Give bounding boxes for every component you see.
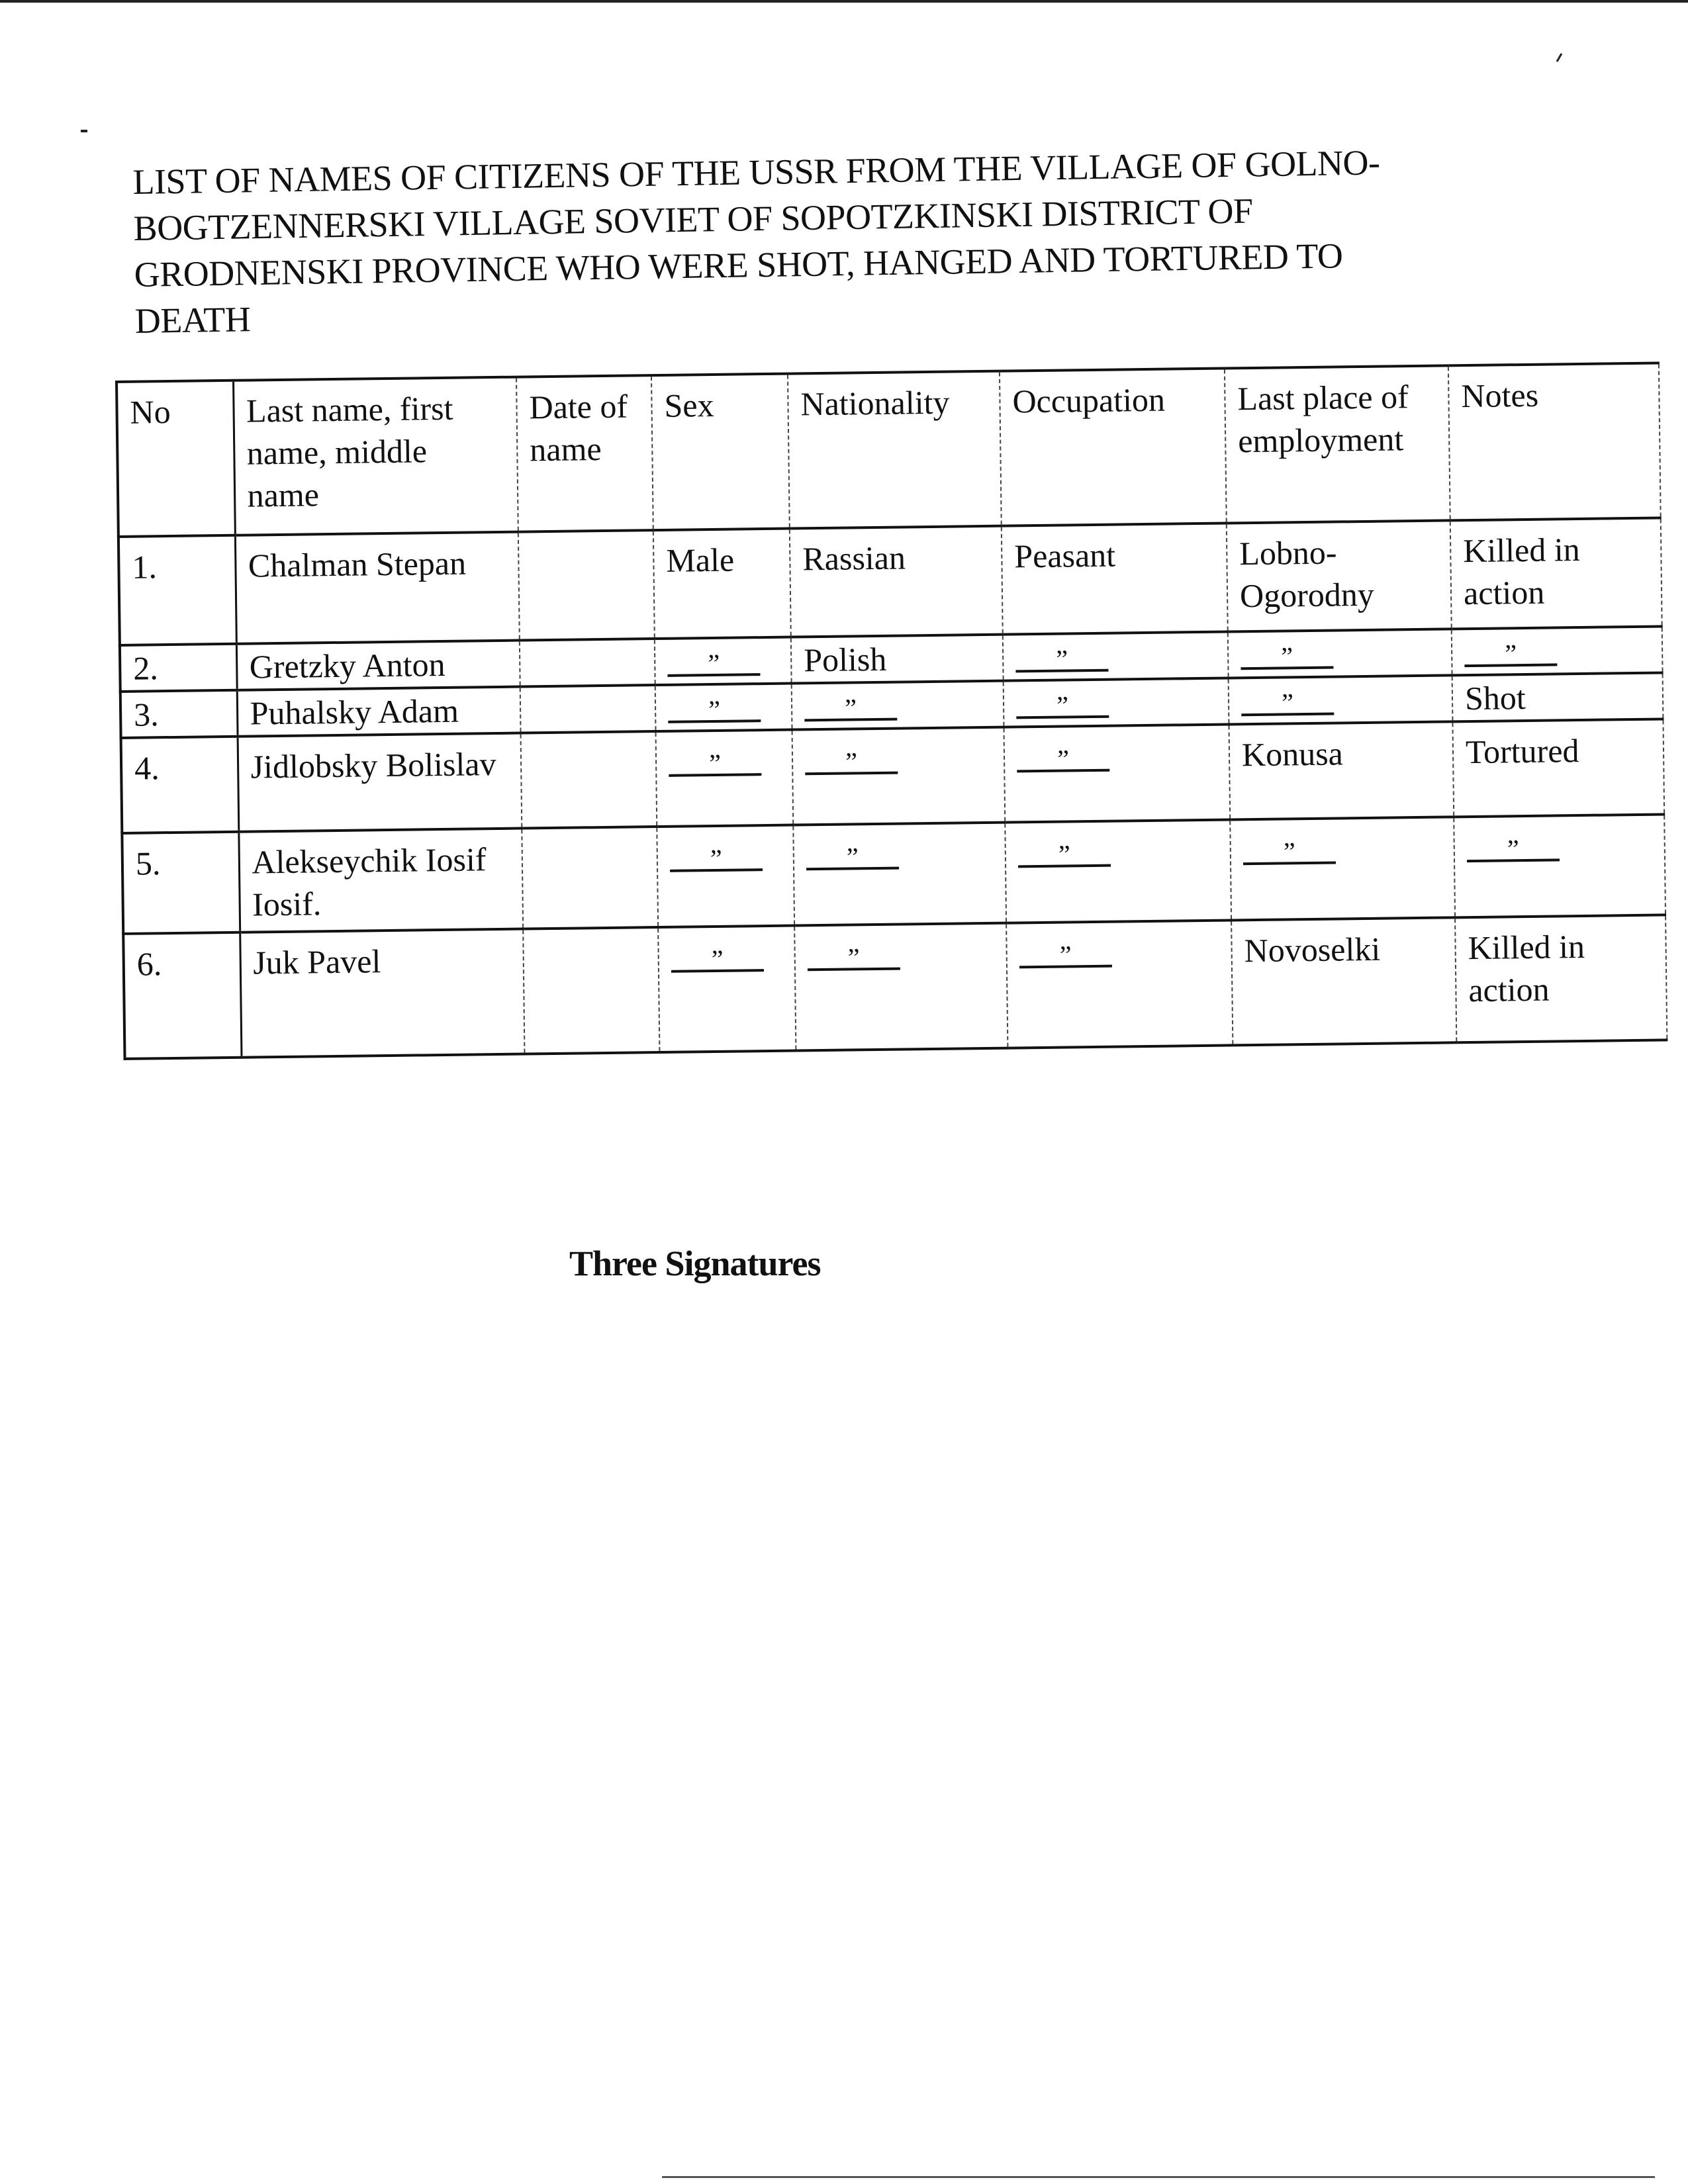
header-notes: Notes	[1448, 363, 1661, 521]
table-row	[123, 915, 1667, 1058]
cell-nationality: Rassian	[790, 526, 1003, 637]
table-header-row	[117, 363, 1661, 537]
cell-name: Juk Pavel	[240, 929, 524, 1058]
scan-edge-bottom	[662, 2176, 1655, 2178]
cell-name: Jidlobsky Bolislav	[238, 733, 522, 832]
cell-date	[520, 685, 656, 733]
signatures-note: Three Signatures	[569, 1244, 821, 1283]
cell-notes: Killed in action	[1450, 518, 1662, 629]
cell-name: Chalman Stepan	[235, 532, 520, 644]
cell-sex: Male	[653, 529, 791, 639]
cell-employment: Konusa	[1229, 721, 1454, 819]
cell-occupation	[1005, 819, 1231, 923]
header-sex: Sex	[651, 374, 790, 530]
ditto-mark: ”	[1019, 938, 1112, 969]
ditto-mark: ”	[1016, 689, 1109, 719]
header-date: Date of name	[516, 375, 653, 531]
ditto-mark: ”	[1241, 640, 1334, 670]
cell-sex	[658, 926, 796, 1053]
table-row	[121, 719, 1665, 833]
header-nationality: Nationality	[788, 371, 1002, 529]
cell-date	[522, 827, 658, 929]
citizens-table	[115, 361, 1667, 1060]
title-line-2: BOGTZENNERSKI VILLAGE SOVIET OF SOPOTZKINSKI DISTRICT OF	[133, 191, 1253, 248]
cell-employment: Novoselki	[1231, 917, 1456, 1045]
cell-date	[523, 927, 659, 1054]
ditto-mark: ”	[671, 942, 764, 973]
cell-nationality: Polish	[791, 635, 1004, 684]
header-employment: Last place of employment	[1225, 365, 1450, 523]
table-row	[118, 518, 1662, 645]
ditto-mark: ”	[806, 841, 900, 871]
cell-nationality	[794, 923, 1008, 1051]
document-title	[132, 137, 1519, 344]
ditto-mark: ”	[1243, 835, 1336, 866]
cell-sex	[655, 637, 792, 686]
cell-occupation	[1003, 631, 1229, 680]
ditto-mark: ”	[1464, 637, 1558, 667]
scan-edge-top	[0, 0, 1688, 3]
cell-notes: Tortured	[1452, 719, 1664, 817]
header-no: No	[117, 381, 235, 537]
cell-employment	[1230, 817, 1455, 920]
header-name: Last name, first name, middle name	[233, 377, 518, 535]
cell-occupation	[1004, 678, 1229, 727]
scan-speck	[1556, 53, 1563, 62]
cell-no: 2.	[120, 644, 237, 692]
cell-no: 1.	[118, 535, 236, 645]
cell-sex	[656, 730, 794, 827]
cell-date	[518, 530, 655, 640]
cell-no: 5.	[122, 832, 240, 934]
cell-name: Gretzky Anton	[236, 641, 520, 690]
cell-nationality	[792, 727, 1006, 825]
ditto-mark: ”	[1017, 743, 1110, 773]
cell-no: 3.	[120, 690, 238, 738]
cell-sex	[655, 684, 792, 732]
cell-employment: Lobno-Ogorodny	[1227, 520, 1452, 631]
title-line-4: DEATH	[134, 299, 251, 341]
cell-employment	[1228, 629, 1452, 678]
ditto-mark: ”	[667, 647, 761, 677]
table-row	[122, 814, 1665, 933]
cell-notes: Killed in action	[1455, 915, 1667, 1042]
title-line-1: LIST OF NAMES OF CITIZENS OF THE USSR FROM THE VILLAGE OF GOLNO-	[132, 142, 1380, 202]
ditto-mark: ”	[1467, 832, 1560, 862]
ditto-mark: ”	[669, 747, 762, 777]
cell-no: 4.	[121, 737, 239, 833]
ditto-mark: ”	[670, 842, 763, 872]
cell-occupation	[1004, 724, 1230, 822]
cell-name: Puhalsky Adam	[237, 687, 521, 737]
cell-occupation: Peasant	[1002, 523, 1228, 635]
cell-sex	[657, 825, 794, 928]
scan-speck	[81, 130, 87, 132]
ditto-mark: ”	[804, 692, 898, 722]
ditto-mark: ”	[1018, 838, 1111, 868]
cell-notes: Shot	[1452, 672, 1664, 721]
ditto-mark: ”	[668, 693, 761, 723]
cell-notes	[1452, 626, 1663, 675]
ditto-mark: ”	[805, 745, 898, 776]
cell-date	[521, 731, 657, 828]
cell-nationality	[793, 823, 1006, 926]
citizens-table-container	[115, 362, 1665, 1060]
title-line-3: GRODNENSKI PROVINCE WHO WERE SHOT, HANGED AND TORTURED TO	[134, 236, 1343, 295]
ditto-mark: ”	[1015, 643, 1109, 673]
cell-nationality	[792, 681, 1004, 730]
cell-date	[520, 639, 655, 686]
ditto-mark: ”	[1241, 686, 1335, 717]
cell-name: Alekseychik Iosif Iosif.	[238, 829, 523, 933]
cell-no: 6.	[123, 933, 241, 1059]
cell-employment	[1229, 675, 1453, 724]
header-occupation: Occupation	[1000, 369, 1227, 526]
cell-notes	[1454, 814, 1665, 917]
cell-occupation	[1006, 920, 1233, 1048]
ditto-mark: ”	[807, 941, 900, 972]
